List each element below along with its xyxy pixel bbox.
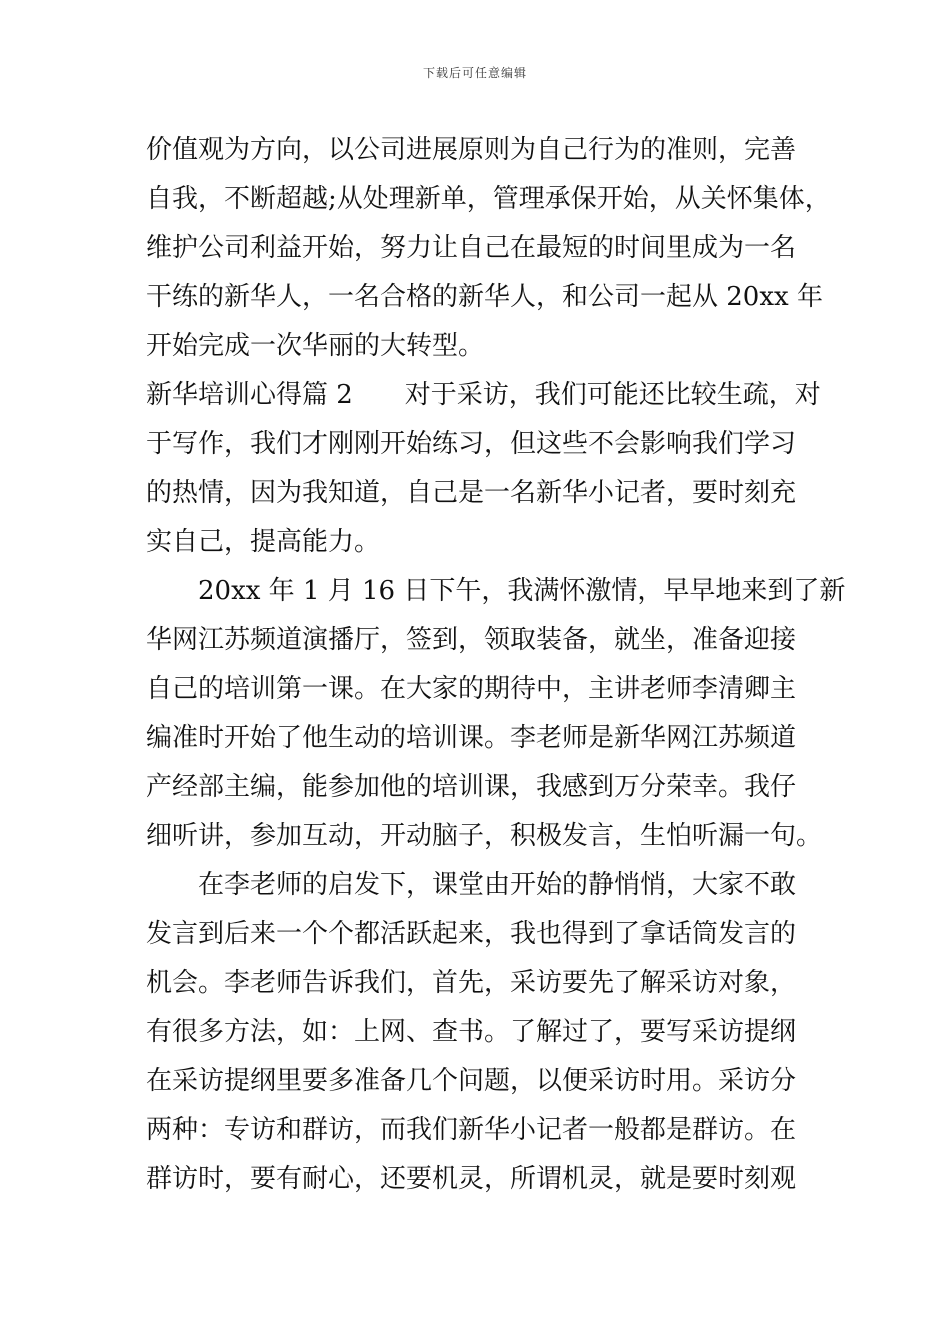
text-line: 编准时开始了他生动的培训课。李老师是新华网江苏频道 [146, 723, 797, 753]
page-header: 下载后可任意编辑 [422, 66, 527, 80]
text-line: 的热情，因为我知道，自己是一名新华小记者，要时刻充 [146, 478, 797, 508]
text-line: 实自己，提高能力。 [146, 527, 381, 557]
text-line: 有很多方法，如：上网、查书。了解过了，要写采访提纲 [146, 1017, 797, 1047]
text-line: 自我，不断超越;从处理新单，管理承保开始，从关怀集体， [146, 184, 831, 214]
text-line: 维护公司利益开始，努力让自己在最短的时间里成为一名 [146, 233, 797, 263]
paragraph-start-line: 在李老师的启发下，课堂由开始的静悄悄，大家不敢 [198, 870, 797, 900]
text-line: 细听讲，参加互动，开动脑子，积极发言，生怕听漏一句。 [146, 821, 823, 851]
text-line: 干练的新华人，一名合格的新华人，和公司一起从 20xx 年 [146, 282, 823, 312]
text-line: 价值观为方向，以公司进展原则为自己行为的准则，完善 [146, 135, 797, 165]
section-heading-line: 新华培训心得篇 2 对于采访，我们可能还比较生疏，对 [146, 380, 821, 410]
text-line: 华网江苏频道演播厅，签到，领取装备，就坐，准备迎接 [146, 625, 797, 655]
text-line: 于写作，我们才刚刚开始练习，但这些不会影响我们学习 [146, 429, 797, 459]
text-line: 发言到后来一个个都活跃起来，我也得到了拿话筒发言的 [146, 919, 797, 949]
document-body [146, 126, 846, 1204]
text-line: 自己的培训第一课。在大家的期待中，主讲老师李清卿主 [146, 674, 797, 704]
text-line: 在采访提纲里要多准备几个问题，以便采访时用。采访分 [146, 1066, 797, 1096]
text-line: 机会。李老师告诉我们，首先，采访要先了解采访对象， [146, 968, 797, 998]
text-line: 开始完成一次华丽的大转型。 [146, 331, 485, 361]
text-line: 产经部主编，能参加他的培训课，我感到万分荣幸。我仔 [146, 772, 797, 802]
text-line: 群访时，要有耐心，还要机灵，所谓机灵，就是要时刻观 [146, 1164, 797, 1194]
text-line: 两种：专访和群访，而我们新华小记者一般都是群访。在 [146, 1115, 797, 1145]
paragraph-start-line: 20xx 年 1 月 16 日下午，我满怀激情，早早地来到了新 [198, 576, 846, 606]
